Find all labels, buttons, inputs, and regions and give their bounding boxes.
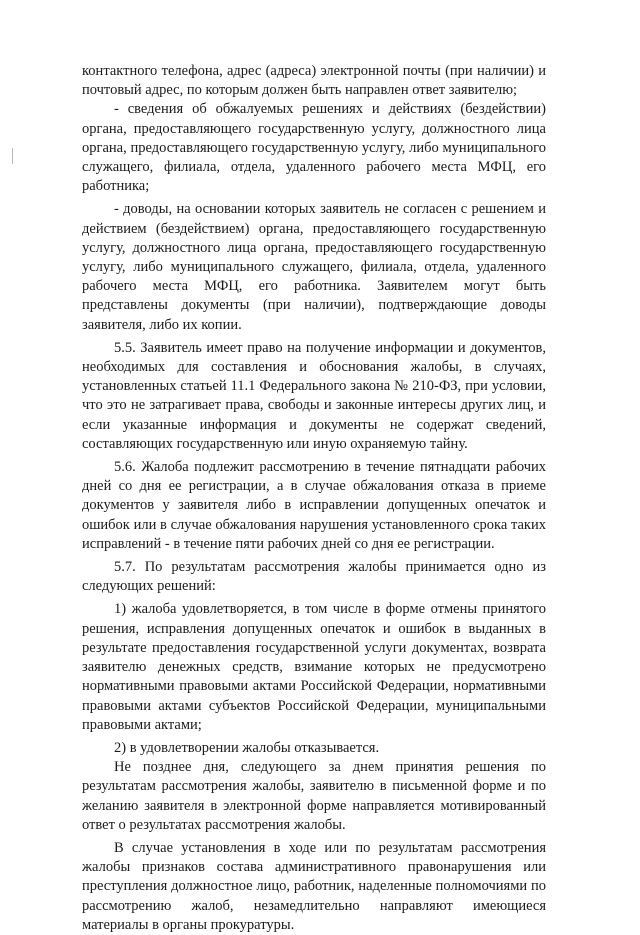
paragraph-prosecution: В случае установления в ходе или по результатам рассмотрения жалобы признаков состава административного правонарушения или преступления должностное лицо, работник, наделенные полномочиями по рассмотрению жалоб, незамедлительно направляют имеющиеся материалы в органы прокуратуры.: [82, 839, 546, 933]
paragraph-appealed-decisions: - сведения об обжалуемых решениях и действиях (бездействии) органа, предоставляющего государственную услугу, должностного лица органа, предоставляющего государственную услугу, либо муниципального служащего, филиала, отдела, удаленного рабочего места МФЦ, его работника;: [82, 101, 546, 195]
paragraph-contact-info: контактного телефона, адрес (адреса) электронной почты (при наличии) и почтовый адрес, по которым должен быть направлен ответ заявителю;: [82, 63, 546, 99]
paragraph-decision-1: 1) жалоба удовлетворяется, в том числе в форме отмены принятого решения, исправления допущенных опечаток и ошибок в выданных в результате предоставления государственной услуги документах, возврата заявителю денежных средств, взимание которых не предусмотрено нормативными правовыми актами Российской Федерации, нормативными правовыми актами субъектов Российской Федерации, муниципальными правовыми актами;: [82, 601, 546, 733]
paragraph-response: Не позднее дня, следующего за днем принятия решения по результатам рассмотрения жалобы, заявителю в письменной форме и по желанию заявителя в электронной форме направляется мотивированный ответ о результатах рассмотрения жалобы.: [82, 759, 546, 833]
document-body: [82, 62, 546, 935]
paragraph-arguments: - доводы, на основании которых заявитель не согласен с решением и действием (бездействием) органа, предоставляющего государственную услугу, должностного лица органа, предоставляющего государственную услугу, либо муниципального служащего, филиала, отдела, удаленного рабочего места МФЦ, его работника. Заявителем могут быть представлены документы (при наличии), подтверждающие доводы заявителя, либо их копии.: [82, 201, 546, 333]
paragraph-5-5: 5.5. Заявитель имеет право на получение информации и документов, необходимых для составления и обоснования жалобы, в случаях, установленных статьей 11.1 Федерального закона № 210-ФЗ, при условии, что это не затрагивает права, свободы и законные интересы других лиц, и если указанные информация и документы не содержат сведений, составляющих государственную или иную охраняемую тайну.: [82, 339, 546, 452]
paragraph-decision-2: 2) в удовлетворении жалобы отказывается.: [114, 739, 380, 756]
margin-mark: [12, 148, 13, 164]
paragraph-5-7: 5.7. По результатам рассмотрения жалобы принимается одно из следующих решений:: [82, 559, 546, 595]
paragraph-5-6: 5.6. Жалоба подлежит рассмотрению в течение пятнадцати рабочих дней со дня ее регистрации, а в случае обжалования отказа в приеме документов у заявителя либо в исправлении допущенных опечаток и ошибок или в случае обжалования нарушения установленного срока таких исправлений - в течение пяти рабочих дней со дня ее регистрации.: [82, 459, 546, 552]
